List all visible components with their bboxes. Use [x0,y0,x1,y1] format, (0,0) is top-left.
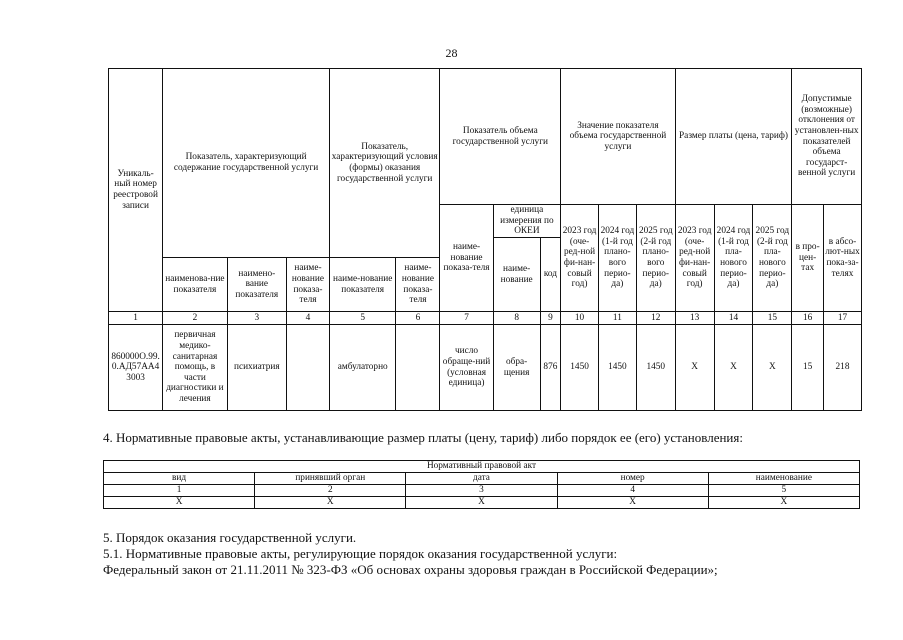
header-fee-2024: 2024 год (1-й год пла-нового перио-да) [714,205,753,312]
col-number: 12 [636,312,675,325]
header-indicator-name-3: наиме-нование показа-теля [286,258,329,312]
cell-deviation-absolute: 218 [824,325,862,411]
header-conditions-indicator: Показатель, характеризующий условия (формы) оказания государственной услуги [329,69,439,258]
col-number: 17 [824,312,862,325]
col-number: 3 [227,312,286,325]
cell-deviation-percent: 15 [792,325,824,411]
col-number: 14 [714,312,753,325]
col-number: 2 [163,312,227,325]
header-indicator-name: наиме-нование показа-теля [440,205,493,312]
page-number: 28 [445,46,458,60]
column-numbers-row [109,312,862,325]
header-unit-code: код [540,238,560,312]
header-volume-indicator: Показатель объема государственной услуги [440,69,561,205]
col-number: 15 [753,312,792,325]
cell-value-2025: 1450 [636,325,675,411]
header-fee-2025: 2025 год (2-й год пла-нового перио-да) [753,205,792,312]
acts-header-type: вид [104,473,255,485]
table-row [104,497,860,509]
col-number: 5 [329,312,395,325]
acts-col-number: 2 [255,485,406,497]
cell-unit-name: обра-щения [493,325,540,411]
header-indicator-name-5: наиме-нование показа-теля [396,258,440,312]
cell-unit-code: 876 [540,325,560,411]
cell-fee-2024: X [714,325,753,411]
header-indicator-name-1: наименова-ние показателя [163,258,227,312]
acts-table-title: Нормативный правовой акт [104,461,860,473]
legal-acts-table [103,460,860,509]
cell-value-2024: 1450 [598,325,636,411]
header-unit-okei: единица измерения по ОКЕИ [493,205,561,238]
table-row [109,325,862,411]
header-year-2023: 2023 год (оче-ред-ной фи-нан-совый год) [561,205,599,312]
col-number: 10 [561,312,599,325]
cell-value-2023: 1450 [561,325,599,411]
acts-cell: X [104,497,255,509]
col-number: 8 [493,312,540,325]
header-indicator-name-4: наиме-нование показателя [329,258,395,312]
acts-col-number: 4 [557,485,708,497]
header-percent: в про-цен-тах [792,205,824,312]
col-number: 4 [286,312,329,325]
acts-col-number: 3 [406,485,557,497]
header-fee: Размер платы (цена, тариф) [675,69,792,205]
col-number: 11 [598,312,636,325]
cell-fee-2025: X [753,325,792,411]
acts-header-date: дата [406,473,557,485]
federal-law-text: Федеральный закон от 21.11.2011 № 323-ФЗ «Об основах охраны здоровья граждан в Российской Федерации»; [103,562,718,577]
service-volume-table [108,68,862,411]
acts-col-number: 1 [104,485,255,497]
header-indicator-name-2: наимено-вание показателя [227,258,286,312]
header-absolute: в абсо-лют-ных пока-за-телях [824,205,862,312]
acts-header-number: номер [557,473,708,485]
header-unique-number: Уникаль-ный номер реестровой записи [109,69,163,312]
header-deviation: Допустимые (возможные) отклонения от установлен-ных показателей объема государст-венной услуги [792,69,862,205]
acts-cell: X [557,497,708,509]
cell-fee-2023: X [675,325,714,411]
header-volume-value: Значение показателя объема государственной услуги [561,69,676,205]
col-number: 16 [792,312,824,325]
cell-indicator-name: число обраще-ний (условная единица) [440,325,493,411]
acts-header-name: наименование [708,473,859,485]
col-number: 1 [109,312,163,325]
col-number: 13 [675,312,714,325]
acts-header-authority: принявший орган [255,473,406,485]
section-5-1-heading: 5.1. Нормативные правовые акты, регулирующие порядок оказания государственной услуги: [103,546,618,561]
acts-cell: X [406,497,557,509]
header-content-indicator: Показатель, характеризующий содержание государственной услуги [163,69,330,258]
col-number: 6 [396,312,440,325]
section-4-heading: 4. Нормативные правовые акты, устанавливающие размер платы (цену, тариф) либо порядок ее (его) установления: [103,430,743,445]
cell-specialty: психиатрия [227,325,286,411]
header-unit-name: наиме-нование [493,238,540,312]
registry-number: 860000О.99.0.АД57АА43003 [109,325,163,411]
col-number: 9 [540,312,560,325]
acts-cell: X [255,497,406,509]
header-year-2024: 2024 год (1-й год плано-вого перио-да) [598,205,636,312]
cell-service-content: первичная медико-санитарная помощь, в части диагностики и лечения [163,325,227,411]
header-year-2025: 2025 год (2-й год плано-вого перио-да) [636,205,675,312]
acts-col-number: 5 [708,485,859,497]
cell-condition-2 [396,325,440,411]
col-number: 7 [440,312,493,325]
cell-content-3 [286,325,329,411]
section-5-heading: 5. Порядок оказания государственной услуги. [103,530,357,545]
acts-cell: X [708,497,859,509]
cell-form: амбулаторно [329,325,395,411]
header-fee-2023: 2023 год (оче-ред-ной фи-нан-совый год) [675,205,714,312]
